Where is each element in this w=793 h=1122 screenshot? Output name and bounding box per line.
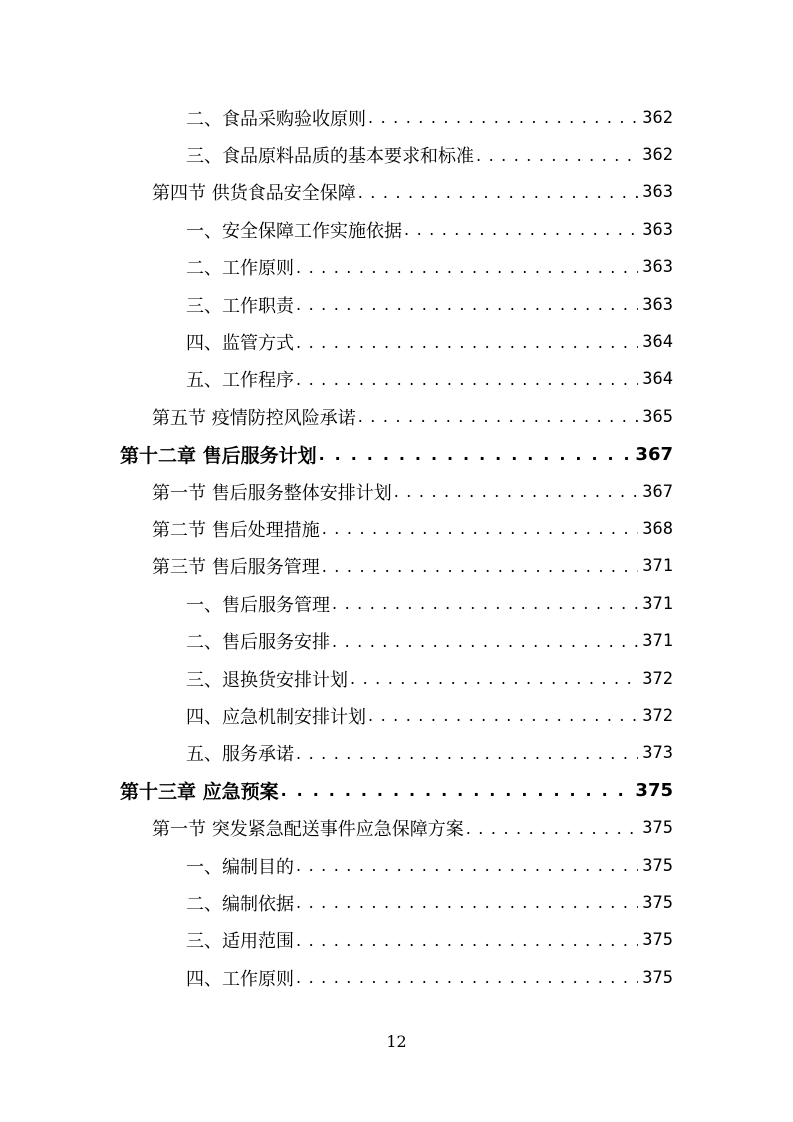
toc-entry-page: 364 [642, 369, 673, 390]
toc-entry-page: 372 [642, 668, 673, 689]
toc-entry-page: 375 [635, 780, 673, 802]
toc-entry-title: 第二节 售后处理措施 [152, 519, 320, 541]
toc-entry-page: 367 [642, 481, 673, 502]
toc-entry-title: 第一节 售后服务整体安排计划 [152, 482, 392, 504]
dot-leader [322, 519, 639, 538]
toc-entry[interactable] [0, 211, 793, 248]
dot-leader [319, 445, 632, 464]
toc-entry-title: 三、适用范围 [186, 931, 294, 953]
toc-entry[interactable] [0, 922, 793, 959]
toc-entry[interactable] [0, 884, 793, 921]
dot-leader [404, 220, 638, 239]
dot-leader [466, 819, 639, 838]
toc-entry-page: 373 [642, 743, 673, 764]
dot-leader [296, 333, 638, 352]
toc-entry-page: 375 [642, 892, 673, 913]
dot-leader [476, 146, 638, 165]
dot-leader [368, 108, 638, 127]
toc-entry-title: 三、工作职责 [186, 295, 294, 317]
toc-entry-page: 363 [642, 257, 673, 278]
toc-entry-page: 375 [642, 930, 673, 951]
toc-entry[interactable] [0, 585, 793, 622]
dot-leader [296, 931, 638, 950]
dot-leader [281, 781, 632, 800]
toc-entry[interactable] [0, 473, 793, 510]
dot-leader [332, 632, 638, 651]
toc-entry-page: 375 [642, 818, 673, 839]
toc-entry-title: 第一节 突发紧急配送事件应急保障方案 [152, 819, 464, 841]
dot-leader [296, 968, 638, 987]
toc-entry-title: 一、安全保障工作实施依据 [186, 220, 402, 242]
toc-entry[interactable] [0, 847, 793, 884]
toc-entry-page: 368 [642, 518, 673, 539]
toc-entry[interactable] [0, 249, 793, 286]
toc-entry-page: 371 [642, 556, 673, 577]
toc-entry-title: 第五节 疫情防控风险承诺 [152, 407, 356, 429]
dot-leader [332, 594, 638, 613]
toc-entry-page: 362 [642, 145, 673, 166]
toc-entry[interactable] [0, 622, 793, 659]
dot-leader [296, 370, 638, 389]
toc-entry-title: 五、工作程序 [186, 370, 294, 392]
toc-entry-page: 372 [642, 705, 673, 726]
toc-entry-page: 363 [642, 294, 673, 315]
toc-entry-title: 三、食品原料品质的基本要求和标准 [186, 146, 474, 168]
toc-entry[interactable] [0, 697, 793, 734]
toc-entry-page: 363 [642, 219, 673, 240]
toc-entry-title: 二、编制依据 [186, 893, 294, 915]
toc-entry[interactable] [0, 772, 793, 809]
toc-entry-page: 363 [642, 182, 673, 203]
toc-entry-title: 第四节 供货食品安全保障 [152, 183, 356, 205]
toc-entry-page: 371 [642, 631, 673, 652]
toc-entry-title: 一、编制目的 [186, 856, 294, 878]
page-number: 12 [386, 1032, 407, 1051]
toc-entry[interactable] [0, 660, 793, 697]
table-of-contents [0, 99, 793, 996]
toc-entry-title: 二、食品采购验收原则 [186, 108, 366, 130]
toc-entry[interactable] [0, 735, 793, 772]
toc-entry-page: 375 [642, 855, 673, 876]
toc-entry-page: 371 [642, 593, 673, 614]
toc-entry-title: 二、售后服务安排 [186, 632, 330, 654]
toc-entry-page: 365 [642, 406, 673, 427]
toc-entry-title: 二、工作原则 [186, 258, 294, 280]
toc-entry-page: 364 [642, 332, 673, 353]
toc-entry[interactable] [0, 809, 793, 846]
toc-entry[interactable] [0, 510, 793, 547]
toc-entry-title: 第十三章 应急预案 [120, 781, 279, 804]
toc-entry[interactable] [0, 323, 793, 360]
toc-entry-title: 一、售后服务管理 [186, 594, 330, 616]
toc-entry[interactable] [0, 398, 793, 435]
toc-entry[interactable] [0, 99, 793, 136]
toc-entry[interactable] [0, 286, 793, 323]
dot-leader [322, 557, 639, 576]
toc-entry[interactable] [0, 361, 793, 398]
toc-entry[interactable] [0, 959, 793, 996]
dot-leader [358, 183, 639, 202]
toc-entry-title: 五、服务承诺 [186, 744, 294, 766]
dot-leader [350, 669, 638, 688]
toc-entry-title: 四、监管方式 [186, 333, 294, 355]
toc-entry-page: 362 [642, 107, 673, 128]
toc-entry-title: 第三节 售后服务管理 [152, 557, 320, 579]
toc-entry[interactable] [0, 436, 793, 473]
dot-leader [296, 258, 638, 277]
dot-leader [296, 856, 638, 875]
toc-entry-title: 第十二章 售后服务计划 [120, 444, 317, 467]
dot-leader [296, 893, 638, 912]
toc-entry[interactable] [0, 174, 793, 211]
toc-entry-title: 四、工作原则 [186, 968, 294, 990]
dot-leader [394, 482, 639, 501]
dot-leader [296, 744, 638, 763]
dot-leader [296, 295, 638, 314]
toc-entry-page: 367 [635, 443, 673, 465]
toc-entry-title: 三、退换货安排计划 [186, 669, 348, 691]
dot-leader [358, 407, 639, 426]
toc-entry-title: 四、应急机制安排计划 [186, 706, 366, 728]
toc-entry-page: 375 [642, 967, 673, 988]
dot-leader [368, 706, 638, 725]
toc-entry[interactable] [0, 136, 793, 173]
toc-entry[interactable] [0, 548, 793, 585]
